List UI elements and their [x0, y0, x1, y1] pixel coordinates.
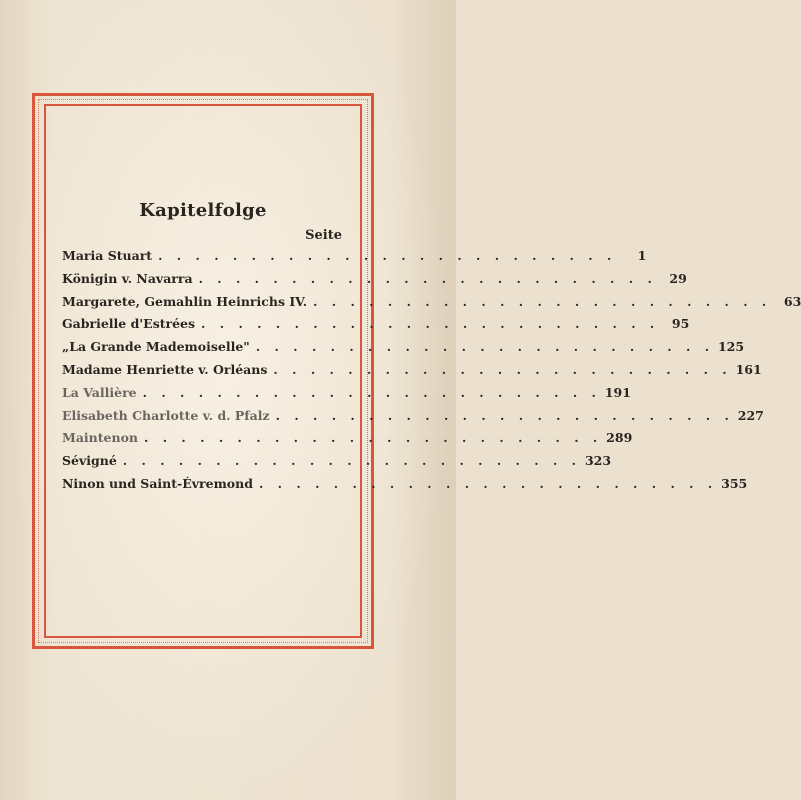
dot-leader: . . . . . . . . . . . . . . . . . . . . . . . . . — [158, 248, 617, 263]
dot-leader: . . . . . . . . . . . . . . . . . . . . . . . . . — [275, 407, 734, 423]
dot-leader: . . . . . . . . . . . . . . . . . . . . . . . . . — [142, 384, 601, 400]
toc-entry — [62, 316, 690, 339]
toc-entry-page: 289 — [606, 430, 633, 446]
dot-leader: . . . . . . . . . . . . . . . . . . . . . . . . . — [273, 361, 732, 377]
toc-entry-page: 95 — [671, 316, 690, 332]
toc-entry-label: Königin v. Navarra — [62, 270, 193, 286]
toc-entry-page: 355 — [721, 475, 748, 491]
toc-entry-page: 191 — [604, 384, 631, 400]
dot-leader: . . . . . . . . . . . . . . . . . . . . . . . . . — [144, 430, 603, 446]
toc-entry-label: Maintenon — [62, 430, 139, 446]
dot-leader: . . . . . . . . . . . . . . . . . . . . . . . . . — [122, 453, 582, 469]
toc-entry-page: 63 — [783, 293, 801, 309]
toc-entry-page: 323 — [584, 453, 612, 469]
toc-entry — [62, 407, 764, 431]
toc-entry-label: Sévigné — [62, 453, 117, 469]
toc-entry — [62, 248, 647, 271]
toc-entry-label: Gabrielle d'Estrées — [62, 316, 196, 332]
toc-entry — [62, 293, 801, 317]
page-title: Kapitelfolge — [139, 200, 267, 221]
toc-entry-label: Ninon und Saint-Évremond — [62, 475, 253, 491]
toc-entry-page: 1 — [637, 248, 647, 263]
dot-leader: . . . . . . . . . . . . . . . . . . . . . . . . . — [201, 316, 660, 332]
dot-leader: . . . . . . . . . . . . . . . . . . . . . . . . . — [313, 293, 772, 309]
toc-entry — [62, 384, 631, 408]
toc-entry-page: 227 — [737, 407, 764, 423]
toc-entry-label: „La Grande Mademoiselle" — [62, 339, 250, 355]
toc-entry — [62, 270, 687, 294]
dot-leader: . . . . . . . . . . . . . . . . . . . . . . . . . — [255, 339, 715, 355]
toc-entry-label: Madame Henriette v. Orléans — [62, 361, 268, 377]
toc-entry-label: La Vallière — [62, 384, 137, 400]
dot-leader: . . . . . . . . . . . . . . . . . . . . . . . . . — [258, 475, 718, 491]
toc-entry-label: Margarete, Gemahlin Heinrichs IV. — [62, 293, 308, 309]
toc-entry-page: 29 — [669, 270, 687, 286]
toc-entry-page: 125 — [717, 339, 745, 355]
toc-entry — [62, 475, 748, 499]
toc-entry — [62, 430, 633, 453]
dot-leader: . . . . . . . . . . . . . . . . . . . . . . . . . — [198, 270, 657, 286]
toc-entry-label: Maria Stuart — [62, 248, 153, 263]
toc-entry — [62, 339, 745, 362]
toc-entry — [62, 361, 762, 385]
toc-entry — [62, 453, 612, 476]
toc-entry-page: 161 — [735, 361, 762, 377]
page-column-header: Seite — [305, 228, 342, 243]
table-of-contents — [62, 248, 801, 499]
toc-entry-label: Elisabeth Charlotte v. d. Pfalz — [62, 407, 270, 423]
